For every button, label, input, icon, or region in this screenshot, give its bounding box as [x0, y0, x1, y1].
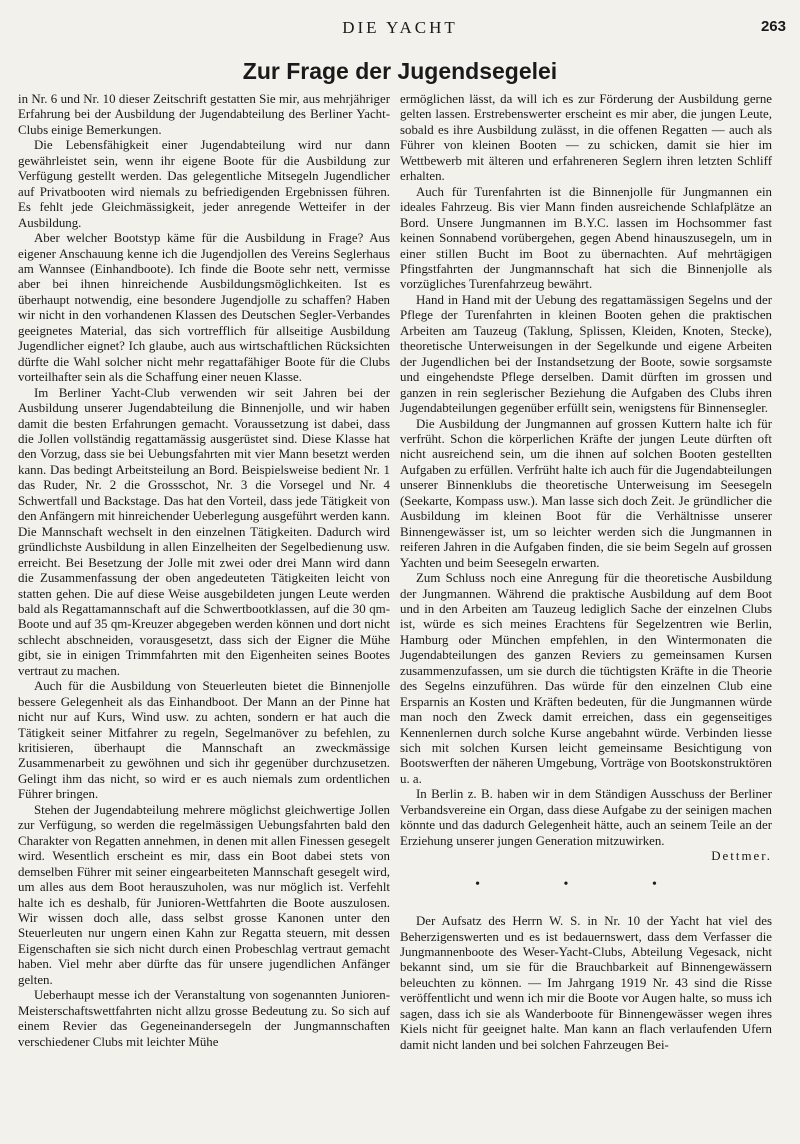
paragraph: Auch für die Ausbildung von Steuerleuten bietet die Binnenjolle bessere Gelegenheit als das Einhandboot. Der Mann an der Pinne hat nicht nur auf Kurs, Wind usw. zu achten, sondern er hat auch die Tätigkeit seiner Mitfahrer zu regeln, Segelmanöver zu befehlen, zu kritisieren, überhaupt die Mannschaft an zweckmässige Zusammenarbeit zu gewöhnen und sich ihr gegenüber durchzusetzen. Gelingt ihm das nicht, so wird er es auch niemals zum ordentlichen Führer bringen. — [18, 679, 390, 802]
paragraph: Ueberhaupt messe ich der Veranstaltung von sogenannten Junioren-Meisterschaftswettfahrten nicht allzu grosse Bedeutung zu. So sich auf einem Revier das Gegeneinandersegeln der Jungmannschaften verschiedener Clubs mit leichter Mühe — [18, 988, 390, 1049]
page-header — [0, 18, 800, 44]
paragraph: Stehen der Jugendabteilung mehrere möglichst gleichwertige Jollen zur Verfügung, so werden die regelmässigen Uebungsfahrten bald den Charakter von Regatten annehmen, in denen mit allen Finessen gesegelt wird. Wesentlich erscheint es mir, dass ein Boot dabei stets von demselben Führer mit seiner eingearbeiteten Mannschaft gesegelt wird, um alles aus dem Boot herauszuholen, was nur möglich ist. Verfehlt halte ich es deshalb, für Junioren-Wettfahrten die Boote auszulosen. Wir wissen doch alle, dass selbst grosse Kanonen unter den Steuerleuten nur ungern einen Kahn zur Regatta steuern, mit dessen Eigenschaften sie sich nicht durch einen Probeschlag vertraut gemacht haben. Viel mehr aber dürfte das für unsere jugendlichen Anfänger gelten. — [18, 802, 390, 987]
section-separator: • • • — [475, 876, 697, 892]
paragraph: Der Aufsatz des Herrn W. S. in Nr. 10 der Yacht hat viel des Beherzigenswerten und es ist bedauernswert, dass dem Verfasser die Jungmannenboote des Weser-Yacht-Clubs, Abteilung Vegesack, nicht bekannt sind, um sie für die Brauchbarkeit auf Binnengewässern beleuchten zu können. — Im Jahrgang 1919 Nr. 43 sind die Risse veröffentlicht und wenn ich mir die Boote vor Augen halte, so muss ich sagen, dass ich sie als Wanderboote für Binnengewässer wegen ihres Kiels nicht für geeignet halte. Man kann an flach verlaufenden Ufern damit nicht landen und bei solchen Fahrzeugen Bei- — [400, 914, 772, 1052]
paragraph: Die Ausbildung der Jungmannen auf grossen Kuttern halte ich für verfrüht. Schon die körperlichen Kräfte der jungen Leute dürften oft nicht ausreichend sein, um die ihnen auf solchen Booten gestellten Aufgaben zu erfüllen. Verfrüht halte ich auch für die Jugendabteilungen unserer Binnenklubs die theoretische Unterweisung im Seesegeln (Seekarte, Kompass usw.). Man lasse sich doch Zeit. Je gründlicher die Ausbildung im kleinen Boot für die Verhältnisse unserer Binnengewässer ist, um so leichter werden sich die Jungmannen in reiferen Jahren in die Aufgaben finden, die sie beim Segeln auf grossen Yachten und beim Seesegeln erwarten. — [400, 416, 772, 570]
paragraph: ermöglichen lässt, da will ich es zur Förderung der Ausbildung gerne gelten lassen. Erstrebenswerter erscheint es mir aber, die jungen Leute, sobald es ihre Ausbildung zulässt, in die offenen Regatten — auch als Führer von kleinen Booten — zu schicken, damit sie hier im Wettbewerb mit älteren und erfahreneren Seglern ihren letzten Schliff erhalten. — [400, 92, 772, 184]
paragraph: Zum Schluss noch eine Anregung für die theoretische Ausbildung der Jungmannen. Während die praktische Ausbildung auf dem Boot und in den Arbeiten am Tauzeug lediglich Sache der einzelnen Clubs ist, würde es sich meines Erachtens für Segelzentren wie Berlin, Hamburg oder München empfehlen, in den Wintermonaten die Jugendabteilungen des ganzen Reviers zu gemeinsamen Kursen zusammenzufassen, um sie durch die tüchtigsten Kräfte in die Theorie des Segelns einzuführen. Das würde für den einzelnen Club eine Ersparnis an Kosten und Kräften bedeuten, für die Jungmannen würde man noch den Zweck damit erreichen, dass ein gegenseitiges Kennenlernen durch solche Kurse angebahnt würde. Verbinden liesse sich mit solchen Kursen leicht gemeinsame Besichtigung von Bootswerften der näheren Umgebung, Vorträge von Bootskonstruktören u. a. — [400, 571, 772, 786]
paragraph: Hand in Hand mit der Uebung des regattamässigen Segelns und der Pflege der Turenfahrten in kleinen Booten gehen die praktischen Arbeiten am Tauzeug (Taklung, Splissen, Kleiden, Knoten, Stecke), theoretische Unterweisungen in der Segelkunde und eigene Arbeiten der Jugendlichen bei der Instandsetzung der Boote, sowie sorgsamste und eingehendste Pflege derselben. Damit dürften im grossen und ganzen in rein seglerischer Beziehung die Aufgaben des Clubs ihren Jugendabteilungen gegenüber erfüllt sein, wenigstens für Binnensegler. — [400, 292, 772, 416]
left-column — [18, 92, 390, 1050]
right-column — [400, 92, 772, 1053]
paragraph: In Berlin z. B. haben wir in dem Ständigen Ausschuss der Berliner Verbandsvereine ein Organ, dass diese Aufgabe zu der seinigen machen könnte und das dadurch Gelegenheit hätte, auch an seinem Teile an der Erziehung unserer jungen Generation mitzuwirken. — [400, 787, 772, 848]
paragraph: in Nr. 6 und Nr. 10 dieser Zeitschrift gestatten Sie mir, aus mehrjähriger Erfahrung bei der Ausbildung der Jugendabteilung des Berliner Yacht-Clubs einige Bemerkungen. — [18, 92, 390, 137]
paragraph: Aber welcher Bootstyp käme für die Ausbildung in Frage? Aus eigener Anschauung kenne ich die Jugendjollen des Vereins Seglerhaus am Wannsee (Einhandboote). Ich finde die Boote sehr nett, vermisse aber bei ihnen hinreichende Ausbildungsmöglichkeiten. Ist es überhaupt notwendig, eine besondere Jugendjolle zu schaffen? Haben wir nicht in den vorhandenen Klassen des Deutschen Segler-Verbandes geeignetes Material, das sich vortrefflich für allseitige Ausbildung Jugendlicher eignet? Ich glaube, auch aus wirtschaftlichen Rücksichten dürfte die Wahl solcher nicht mehr regattafähiger Boote für die Clubs vorteilhafter sein als die Schaffung einer neuen Klasse. — [18, 231, 390, 385]
author-signature: Dettmer. — [711, 849, 772, 864]
signature-line — [400, 849, 772, 864]
paragraph: Im Berliner Yacht-Club verwenden wir seit Jahren bei der Ausbildung unserer Jugendabteilung die Binnenjolle, und wir haben damit die besten Erfahrungen gemacht. Voraussetzung ist dabei, dass die Jollen vollständig regattamässig ausgerüstet sind. Diese Klasse hat den Vorzug, dass sie bei Uebungsfahrten mit vier Mann besetzt werden kann. Das bedingt Arbeitsteilung an Bord. Beispielsweise bedient Nr. 1 das Ruder, Nr. 2 die Grossschot, Nr. 3 die Vorsegel und Nr. 4 Schwertfall und Backstage. Das hat den Vorteil, dass jede Tätigkeit von den Anfängern mit hinreichender Ueberlegung ausgeführt werden kann. Die Mannschaft wechselt in den einzelnen Tätigkeiten. Dadurch wird gründlichste Ausbildung in allen Einzelheiten der Segelbedienung usw. erreicht. Bei Besetzung der Jolle mit zwei oder drei Mann wird dann die Zusammenfassung der oben angedeuteten Tätigkeiten leicht von statten gehen. Die auf diese Weise ausgebildeten jungen Leute werden bald als Regattamannschaft auf die Schwertbootklassen, auf die 30 qm-Boote und auf 35 qm-Kreuzer abgegeben werden können und dort nicht schlecht abschneiden, vorausgesetzt, dass sich der Eigner die Mühe gibt, sie in einigen Trimmfahrten mit den Eigenheiten seines Bootes vertraut zu machen. — [18, 385, 390, 678]
page-number: 263 — [760, 18, 786, 35]
article-title: Zur Frage der Jugendsegelei — [242, 58, 558, 84]
running-title: DIE YACHT — [342, 18, 458, 37]
paragraph: Auch für Turenfahrten ist die Binnenjolle für Jungmannen ein ideales Fahrzeug. Bis vier Mann finden ausreichende Schlafplätze an Bord. Unsere Jungmannen im B.Y.C. lassen im Hochsommer fast keinen Sonnabend vorübergehen, gegen Abend hinauszusegeln, um in einer stillen Bucht im Boot zu übernachten. Auf mehrtägigen Pfingstfahrten der Jungmannschaft hat sich die Binnenjolle als vorzügliches Turenfahrzeug bewährt. — [400, 184, 772, 292]
paragraph: Die Lebensfähigkeit einer Jugendabteilung wird nur dann gewährleistet sein, wenn ihr eigene Boote für die Ausbildung zur Verfügung gestellt werden. Das gelegentliche Mitsegeln Jugendlicher auf Privatbooten wird niemals zu befriedigenden Ergebnissen führen. Es fehlt jede Gleichmässigkeit, jeder anregende Wetteifer in der Ausbildung. — [18, 138, 390, 230]
